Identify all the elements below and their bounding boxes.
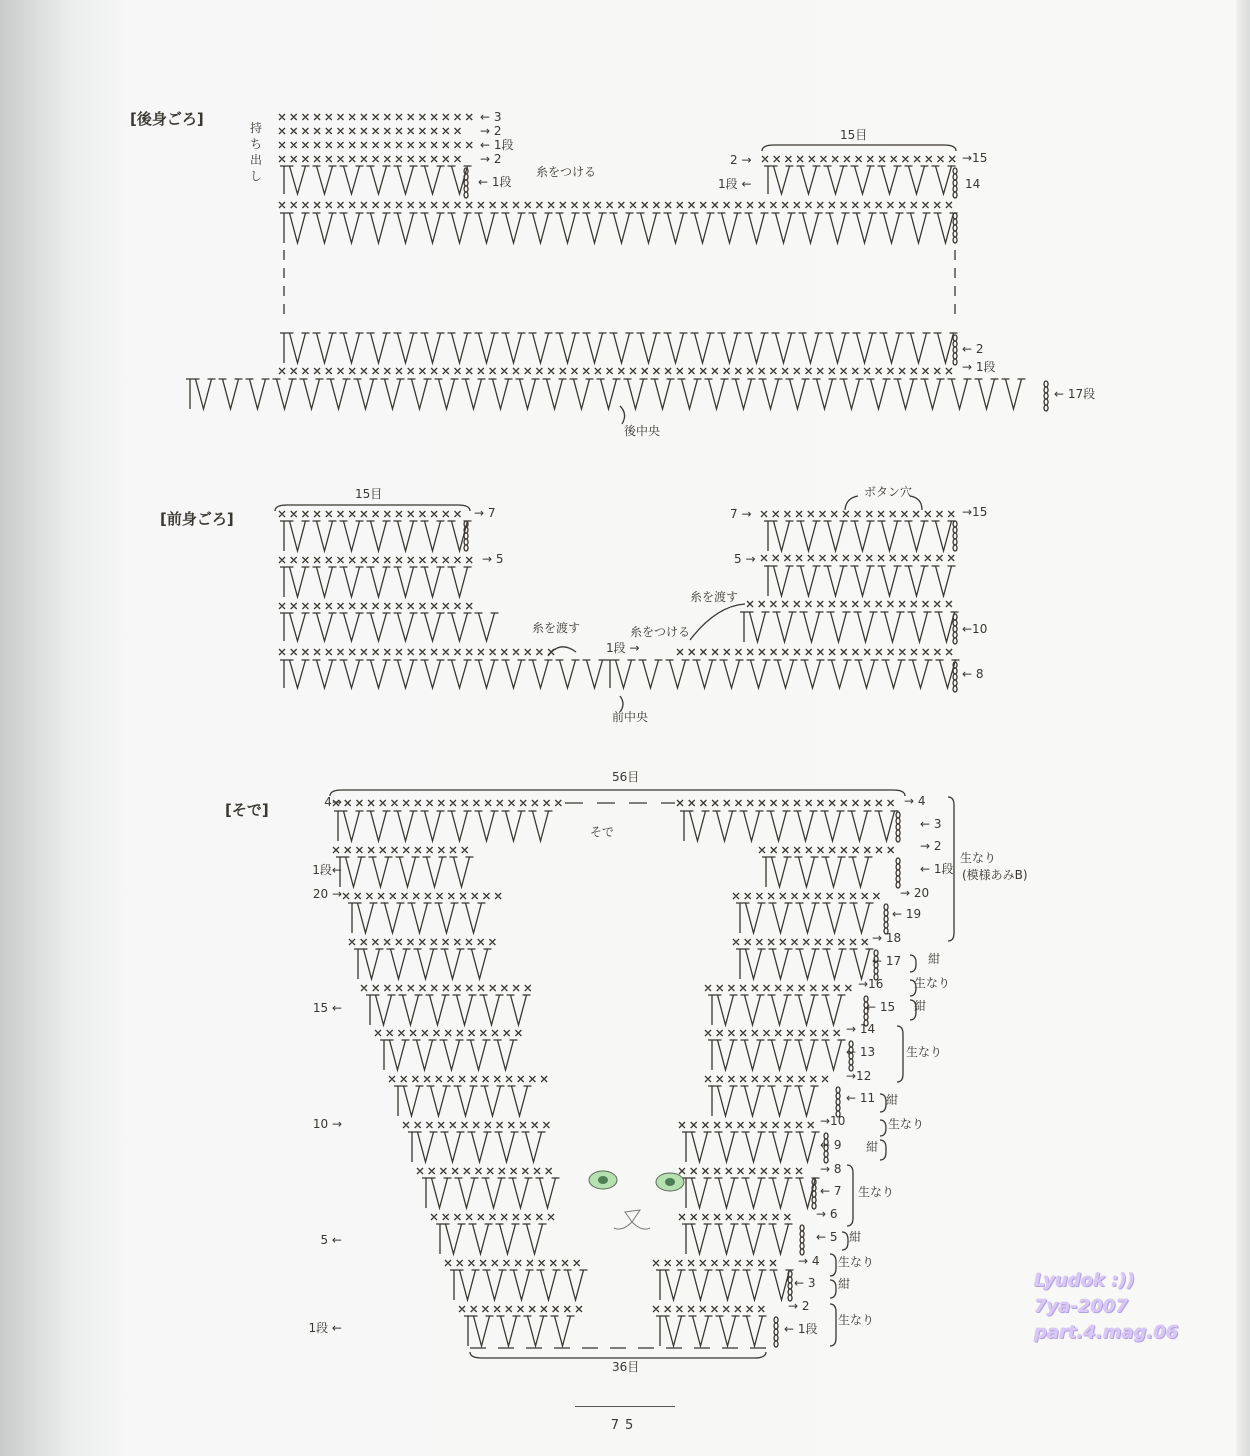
double-crochet-row xyxy=(280,213,958,243)
sleeve-row-label-right: → 4 xyxy=(798,1254,820,1268)
back-row-left: ← 1段 xyxy=(480,138,514,152)
chain-stitches xyxy=(953,662,957,692)
front-width-label: 15目 xyxy=(355,487,383,501)
back-width-label: 15目 xyxy=(840,128,868,142)
sleeve-row-label-right: ← 17 xyxy=(872,954,902,968)
sleeve-row-label-right: ← 19 xyxy=(892,907,922,921)
back-row-right: →15 xyxy=(962,151,988,165)
double-crochet-row xyxy=(280,521,472,551)
back-row-right-in: 2 → xyxy=(730,153,752,167)
front-row-left: → 5 xyxy=(482,552,504,566)
sleeve-row-label-right: → 20 xyxy=(900,886,930,900)
double-crochet-row xyxy=(682,1224,793,1254)
chain-stitches xyxy=(774,1317,778,1347)
width-brace xyxy=(330,790,905,796)
front-row-right: →15 xyxy=(962,505,988,519)
pickup-char-1: 持 xyxy=(250,121,263,135)
back-row-lower: ← 2 xyxy=(962,342,984,356)
sleeve-row-label-right: → 18 xyxy=(872,931,902,945)
double-crochet-row xyxy=(408,1132,546,1162)
chain-stitches xyxy=(800,1225,804,1255)
chain-stitches xyxy=(896,858,900,888)
color-brace xyxy=(847,1165,853,1226)
front-start-label: 1段 → xyxy=(606,641,640,655)
watermark-line-2: 7ya-2007 xyxy=(1034,1296,1128,1317)
single-crochet-row xyxy=(762,156,955,162)
color-brace xyxy=(880,1120,886,1136)
single-crochet-row xyxy=(761,511,954,517)
double-crochet-row xyxy=(762,857,873,887)
back-row-left: ← 1段 xyxy=(478,175,512,189)
sleeve-row-label-right: ← 11 xyxy=(846,1091,876,1105)
double-crochet-row xyxy=(436,1224,547,1254)
chain-stitches xyxy=(953,168,957,198)
single-crochet-row xyxy=(653,1260,776,1266)
single-crochet-row xyxy=(431,1214,554,1220)
back-attach-label: 糸をつける xyxy=(536,165,597,179)
sleeve-color-label: 紺 xyxy=(886,1093,899,1107)
width-brace xyxy=(762,145,956,151)
sleeve-left-row-labels xyxy=(308,795,342,1335)
double-crochet-row xyxy=(280,567,472,597)
single-crochet-row xyxy=(333,847,468,853)
sleeve-center-label: そで xyxy=(590,825,615,839)
sleeve-color-label: 紺 xyxy=(838,1277,851,1291)
single-crochet-row xyxy=(333,800,561,806)
color-brace xyxy=(830,1304,836,1346)
chain-stitches xyxy=(1044,381,1048,411)
double-crochet-row xyxy=(366,995,531,1025)
double-crochet-row xyxy=(348,903,486,933)
sleeve-row-label-left: 15 ← xyxy=(312,1001,342,1015)
sleeve-row-label-right: →10 xyxy=(820,1114,846,1128)
front-row-left: → 7 xyxy=(474,506,496,520)
chain-stitches xyxy=(953,521,957,551)
color-brace xyxy=(830,1254,836,1276)
back-row-left: → 2 xyxy=(480,152,502,166)
sleeve-row-label-right: → 4 xyxy=(904,794,926,808)
double-crochet-row xyxy=(682,1132,820,1162)
single-crochet-row xyxy=(279,557,472,563)
sleeve-row-label-left: 20 → xyxy=(312,887,342,901)
page-number: 75 xyxy=(610,1418,640,1433)
sleeve-row-label-right: ← 1段 xyxy=(784,1322,818,1336)
color-brace xyxy=(910,955,916,972)
sleeve-row-label-right: ← 7 xyxy=(820,1184,842,1198)
chain-stitches xyxy=(884,904,888,934)
double-crochet-row xyxy=(740,612,959,642)
single-crochet-row xyxy=(375,1030,521,1036)
double-crochet-row xyxy=(736,903,874,933)
pickup-char-4: し xyxy=(250,169,263,183)
single-crochet-row xyxy=(279,603,472,609)
page-number-rule xyxy=(575,1406,675,1407)
double-crochet-row xyxy=(708,995,846,1025)
color-brace xyxy=(880,1140,886,1160)
front-row-right: ← 8 xyxy=(962,667,984,681)
double-crochet-row xyxy=(422,1178,560,1208)
chain-stitches xyxy=(953,335,957,365)
double-crochet-row xyxy=(656,1270,794,1300)
sleeve-color-label: 紺 xyxy=(849,1230,862,1244)
single-crochet-row xyxy=(279,128,461,134)
single-crochet-row xyxy=(459,1306,582,1312)
single-crochet-row xyxy=(279,649,554,655)
double-crochet-row xyxy=(464,1316,575,1346)
single-crochet-row xyxy=(733,939,868,945)
single-crochet-row xyxy=(705,985,851,991)
back-row-left: → 2 xyxy=(480,124,502,138)
single-crochet-row xyxy=(679,1122,814,1128)
double-crochet-row xyxy=(764,566,956,596)
sleeve-color-label: 生なり xyxy=(838,1313,875,1327)
sleeve-row-label-right: → 14 xyxy=(846,1022,876,1036)
single-crochet-row xyxy=(343,893,501,899)
double-crochet-row xyxy=(764,521,956,551)
double-crochet-row xyxy=(280,333,958,363)
center-pointer xyxy=(620,406,625,424)
single-crochet-row xyxy=(417,1168,552,1174)
double-crochet-row xyxy=(764,166,956,194)
single-crochet-row xyxy=(747,601,952,607)
double-crochet-row xyxy=(708,1086,819,1116)
sleeve-row-label-right: ← 3 xyxy=(794,1276,816,1290)
double-crochet-row xyxy=(656,1316,767,1346)
double-crochet-row xyxy=(280,660,607,688)
sleeve-color-label: 生なり xyxy=(888,1117,925,1131)
stitch-symbols xyxy=(186,114,1048,1358)
back-row-right: 14 xyxy=(965,177,981,191)
sleeve-row-label-left: 1段← xyxy=(312,863,342,877)
double-crochet-row xyxy=(450,1270,588,1300)
single-crochet-row xyxy=(733,893,879,899)
pass-yarn-left-label: 糸を渡す xyxy=(532,621,581,635)
single-crochet-row xyxy=(279,142,472,148)
single-crochet-row xyxy=(705,1030,840,1036)
front-center-label: 前中央 xyxy=(612,710,649,724)
sleeve-color-label: 生なり xyxy=(960,851,997,865)
back-center-label: 後中央 xyxy=(624,424,661,438)
back-pickup-label xyxy=(250,120,262,183)
sleeve-row-label-left: 4→ xyxy=(324,795,342,809)
pass-yarn-right-label: 糸を渡す xyxy=(690,590,739,604)
single-crochet-row xyxy=(679,1168,802,1174)
color-brace xyxy=(897,1026,903,1082)
front-row-right-in: 5 → xyxy=(734,552,756,566)
single-crochet-row xyxy=(389,1076,547,1082)
single-crochet-row xyxy=(403,1122,549,1128)
back-row-right-in: 1段 ← xyxy=(718,177,752,191)
back-row-left: ← 3 xyxy=(480,110,502,124)
double-crochet-row xyxy=(336,857,474,887)
sleeve-color-label: 紺 xyxy=(914,999,927,1013)
sleeve-color-labels xyxy=(838,850,1028,1327)
sleeve-top-width: 56目 xyxy=(612,770,640,784)
color-brace xyxy=(830,1280,836,1298)
watermark-line-3: part.4.mag.06 xyxy=(1034,1322,1179,1343)
double-crochet-row xyxy=(606,660,960,688)
front-row-right-in: 7 → xyxy=(730,507,752,521)
sleeve-row-label-right: → 6 xyxy=(816,1207,838,1221)
sleeve-color-label: 生なり xyxy=(858,1185,895,1199)
back-row-lower: → 1段 xyxy=(962,360,996,374)
buttonhole-label: ボタン穴 xyxy=(864,485,913,499)
single-crochet-row xyxy=(761,555,954,561)
double-crochet-row xyxy=(354,949,492,979)
sleeve-row-label-left: 5 ← xyxy=(320,1233,342,1247)
pickup-char-3: 出 xyxy=(250,153,263,167)
front-attach-label: 糸をつける xyxy=(630,625,691,639)
sleeve-row-label-right: ← 5 xyxy=(816,1230,838,1244)
sleeve-row-label-right: ← 9 xyxy=(820,1138,842,1152)
sleeve-color-label: 紺 xyxy=(866,1140,879,1154)
double-crochet-row xyxy=(334,811,553,841)
single-crochet-row xyxy=(445,1260,580,1266)
front-heading: [前身ごろ] xyxy=(160,510,234,528)
single-crochet-row xyxy=(759,847,894,853)
single-crochet-row xyxy=(349,939,495,945)
watermark-line-1: Lyudok :)) xyxy=(1034,1270,1135,1291)
sleeve-color-label: 紺 xyxy=(928,952,941,966)
cat-face-illustration xyxy=(589,1171,684,1229)
double-crochet-row xyxy=(708,1040,846,1070)
sleeve-row-label-right: → 2 xyxy=(788,1299,810,1313)
double-crochet-row xyxy=(680,811,899,841)
single-crochet-row xyxy=(279,114,472,120)
sleeve-row-label-right: →12 xyxy=(846,1069,872,1083)
sleeve-color-label: (模様あみB) xyxy=(962,868,1028,882)
sleeve-color-label: 生なり xyxy=(906,1045,943,1059)
single-crochet-row xyxy=(677,800,894,806)
sleeve-row-label-right: → 8 xyxy=(820,1162,842,1176)
double-crochet-row xyxy=(736,949,874,979)
color-brace xyxy=(842,1232,848,1250)
single-crochet-row xyxy=(279,511,461,517)
pickup-char-2: ち xyxy=(250,137,263,151)
single-crochet-row xyxy=(361,985,531,991)
single-crochet-row xyxy=(679,1214,790,1220)
double-crochet-row xyxy=(186,379,1026,409)
back-heading: [後身ごろ] xyxy=(130,110,204,128)
sleeve-row-label-right: ← 1段 xyxy=(920,862,954,876)
double-crochet-row xyxy=(380,1040,518,1070)
sleeve-row-label-right: →16 xyxy=(858,977,884,991)
single-crochet-row xyxy=(677,649,952,655)
double-crochet-row xyxy=(682,1178,820,1208)
sleeve-row-label-right: ← 13 xyxy=(846,1045,876,1059)
back-row-lower: ← 17段 xyxy=(1054,387,1096,401)
single-crochet-row xyxy=(279,156,461,162)
single-crochet-row xyxy=(279,202,952,208)
sleeve-row-label-right: → 2 xyxy=(920,839,942,853)
sleeve-bottom-width: 36目 xyxy=(612,1360,640,1374)
double-crochet-row xyxy=(394,1086,532,1116)
sleeve-row-label-right: ← 15 xyxy=(866,1000,896,1014)
sleeve-color-label: 生なり xyxy=(838,1255,875,1269)
sleeve-color-label: 生なり xyxy=(914,976,951,990)
double-crochet-row xyxy=(280,166,472,194)
sleeve-row-label-left: 1段 ← xyxy=(308,1321,342,1335)
chain-stitches xyxy=(953,614,957,644)
chain-stitches xyxy=(896,812,900,842)
single-crochet-row xyxy=(279,368,952,374)
chain-stitches xyxy=(953,213,957,243)
front-row-right: ←10 xyxy=(962,622,988,636)
sleeve-row-label-right: ← 3 xyxy=(920,817,942,831)
width-brace xyxy=(275,505,470,511)
single-crochet-row xyxy=(653,1306,764,1312)
chain-stitches xyxy=(836,1087,840,1117)
double-crochet-row xyxy=(280,613,499,641)
chain-stitches xyxy=(788,1271,792,1301)
sleeve-row-label-left: 10 → xyxy=(312,1117,342,1131)
single-crochet-row xyxy=(705,1076,828,1082)
sleeve-heading: [そで] xyxy=(225,801,269,819)
bottom-brace xyxy=(470,1352,766,1358)
